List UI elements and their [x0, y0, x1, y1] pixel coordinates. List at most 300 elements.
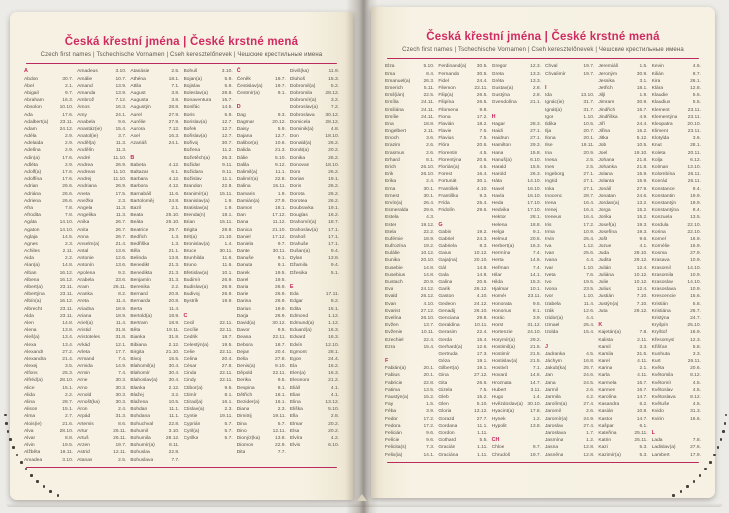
name-row: Dobromír(a) 3.2.: [289, 98, 340, 104]
name-row: Dětřich 18.1.: [236, 392, 286, 398]
name-row: Bořivoj 30.7.: [183, 141, 233, 147]
name-row: Ema 8.4.: [385, 71, 435, 77]
name-column: [77, 68, 126, 463]
name-row: Gál 14.8.: [438, 265, 488, 271]
name-row: Honorata 9.5.: [491, 301, 541, 307]
name-row: Jarolím(a) 27.4.: [544, 402, 595, 408]
name-row: Ariadna 18.9.: [77, 306, 127, 312]
name-row: Don 18.10.: [289, 134, 340, 140]
name-row: Babeta 4.12.: [130, 162, 180, 168]
spacer-row: [598, 315, 647, 322]
name-row: Andrea 26.9.: [77, 162, 127, 168]
name-row: Gvendolína 21.1.: [491, 100, 541, 106]
name-row: Ferdinand(a) 30.5.: [438, 64, 488, 70]
name-row: Alvar 8.8.: [24, 435, 74, 441]
name-row: Ezechiel 22.4.: [385, 337, 435, 343]
name-row: Enoch 3.6.: [385, 136, 435, 142]
name-row: Derika 9.5.: [236, 378, 286, 384]
name-row: Andrej 11.10.: [77, 177, 127, 183]
name-row: Juliána 10.12.: [598, 272, 648, 278]
name-row: Kliment 23.11.: [651, 129, 701, 135]
name-row: Džesika 5.1.: [289, 270, 340, 276]
name-row: Ilse 19.11.: [544, 143, 595, 149]
name-row: Aurora 7.12.: [130, 126, 180, 132]
name-row: Jaromír(a) 24.9.: [544, 416, 595, 422]
letter-header: G: [438, 221, 443, 228]
name-row: Ivona 23.5.: [544, 287, 595, 293]
name-row: Bernarda 20.8.: [130, 299, 180, 305]
name-row: Gita 26.6.: [438, 380, 488, 386]
name-row: Bibiana 2.12.: [130, 342, 180, 348]
page-right-content: [371, 7, 715, 498]
name-row: Ezra 15.4.: [385, 344, 435, 350]
name-row: Elias 4.1.: [289, 392, 340, 398]
name-row: Damián(a) 27.9.: [236, 198, 286, 204]
name-row: Amadeus 3.10.: [77, 69, 127, 75]
name-row: Erazim 2.6.: [385, 143, 435, 149]
name-row: Klaudius 5.5.: [651, 100, 701, 106]
name-row: Dalimil(a) 11.1.: [236, 170, 286, 176]
name-row: Felix(ia) 14.1.: [385, 452, 435, 458]
name-row: Ariel(a) 11.4.: [77, 320, 127, 326]
name-row: Bernard 20.8.: [130, 292, 180, 298]
name-row: Eustach 20.9.: [385, 280, 435, 286]
name-row: Alexej 3.5.: [24, 364, 74, 370]
name-row: Knut 28.1.: [651, 143, 701, 149]
name-row: Darel 19.5.: [236, 277, 286, 283]
name-row: Bohumír(a) 8.11.: [130, 443, 180, 449]
name-row: Dagmar 20.12.: [236, 119, 286, 125]
name-row: Kristián 5.8.: [651, 301, 701, 307]
name-row: Irma 10.9.: [544, 229, 595, 235]
name-row: Agáta 14.10.: [24, 220, 74, 226]
name-row: Boris 5.9.: [183, 112, 233, 118]
name-row: Hagar 28.3.: [491, 121, 541, 127]
name-row: Gerasim 22.4.: [438, 330, 488, 336]
name-row: Kazimír(a) 5.3.: [598, 452, 648, 458]
name-row: Brandon 22.8.: [183, 184, 233, 190]
name-row: Gordon 1.11.: [438, 430, 488, 436]
names-table: [383, 63, 703, 458]
letter-header: K: [598, 322, 603, 329]
name-row: Ladislav(a) 27.6.: [651, 445, 701, 451]
name-row: Ignác(ie) 31.7.: [544, 100, 595, 106]
name-row: Adléta 2.9.: [24, 162, 74, 168]
name-row: Anežka 2.3.: [77, 198, 127, 204]
name-row: Beáta 25.10.: [130, 220, 180, 226]
name-row: Bruce 30.11.: [183, 249, 233, 255]
name-row: Dobromila 28.12.: [289, 90, 340, 96]
letter-header: B: [130, 154, 135, 161]
name-row: Klementýna 23.11.: [651, 114, 701, 120]
name-row: Jindřich 15.7.: [598, 107, 648, 113]
name-row: Izmael 25.4.: [544, 323, 595, 329]
name-row: Eulálie 10.12.: [385, 251, 435, 257]
name-row: Bohumila 28.12.: [130, 435, 180, 441]
letter-header: D: [236, 104, 241, 111]
name-row: Gilbert(a) 19.1.: [438, 366, 488, 372]
name-row: Jiří 24.4.: [598, 121, 648, 127]
name-row: Božislav 11.1.: [183, 177, 233, 183]
name-row: Alvin 19.5.: [24, 443, 74, 449]
name-row: Horymír(a) 29.2.: [491, 337, 541, 343]
name-row: Albert(a) 23.11.: [24, 285, 74, 291]
name-row: Gaja(na) 20.10.: [438, 258, 488, 264]
name-row: Jessika 3.1.: [598, 78, 648, 84]
name-row: Azariáš 24.1.: [130, 141, 180, 147]
name-row: Dante 30.11.: [236, 249, 286, 255]
name-row: Danica 21.10.: [236, 227, 286, 233]
name-row: Cinda 22.11.: [183, 371, 233, 377]
name-row: Gedeon 24.12.: [438, 301, 488, 307]
name-row: Emil(ián) 22.5.: [385, 93, 435, 99]
name-row: Kornel 16.9.: [651, 236, 701, 242]
name-row: Ignát(a) 31.7.: [544, 107, 595, 113]
name-row: Barnabáš 11.6.: [130, 191, 180, 197]
name-row: Bedřich 1.3.: [130, 234, 180, 240]
name-row: Bohuš 3.10.: [183, 69, 233, 75]
name-row: Gina 27.12.: [438, 373, 488, 379]
name-row: Diana 2.3.: [236, 407, 286, 413]
name-row: Emerich 5.11.: [385, 85, 435, 91]
name-row: Aurel 27.9.: [130, 112, 180, 118]
name-row: Konstantýna 8.4.: [651, 208, 701, 214]
name-row: Edmund(a) 1.12.: [289, 320, 340, 326]
name-row: Adelaida 2.9.: [24, 141, 74, 147]
name-row: Ariana 18.9.: [77, 313, 127, 319]
name-row: Ivo 19.5.: [544, 280, 595, 286]
name-row: Armin 7.4.: [77, 371, 127, 377]
name-row: Dimitrij 19.11.: [236, 414, 286, 420]
name-row: Kalista 2.11.: [598, 337, 648, 343]
name-row: Alexa 13.4.: [24, 342, 74, 348]
name-row: Hanuš(a) 6.10.: [491, 157, 541, 163]
name-row: Darja 26.9.: [236, 313, 286, 319]
name-row: Angela 11.3.: [77, 205, 127, 211]
name-row: Gizela 7.5.: [438, 387, 488, 393]
name-row: Jaromil 2.6.: [544, 409, 595, 415]
name-row: Abraham 16.3.: [24, 98, 74, 104]
name-row: Anatol(ie) 3.7.: [77, 134, 127, 140]
name-row: Jorika 15.2.: [598, 215, 648, 221]
name-row: Daria 26.9.: [236, 285, 286, 291]
name-row: Irenej 16.4.: [544, 208, 595, 214]
name-row: Baltazar 6.1.: [130, 170, 180, 176]
stitch-dot: [5, 422, 8, 425]
name-row: Dalimír(a) 22.8.: [236, 177, 286, 183]
name-row: Jetřich 18.1.: [598, 85, 648, 91]
name-row: Edita 15.1.: [289, 306, 340, 312]
name-row: Jiřina 15.2.: [598, 129, 648, 135]
name-row: Jaroslav 27.4.: [544, 423, 595, 429]
name-row: Krasoslav 14.10.: [651, 280, 701, 286]
name-row: Jonáš 27.9.: [598, 186, 648, 192]
name-row: Augusta 3.8.: [130, 98, 180, 104]
name-row: Dálie 5.10.: [236, 155, 286, 161]
name-row: Antal 13.6.: [77, 249, 127, 255]
name-row: César 27.8.: [183, 364, 233, 370]
name-row: Arzen 19.7.: [77, 443, 127, 449]
name-column: [598, 63, 647, 458]
spacer-row: [438, 214, 487, 221]
name-row: Felície 9.6.: [385, 438, 435, 444]
name-row: Dora 26.2.: [289, 170, 340, 176]
name-row: Inesa 2.5.: [544, 157, 595, 163]
name-row: Bronislav(a) 1.4.: [183, 241, 233, 247]
name-row: Dajana 12.7.: [236, 134, 286, 140]
name-row: Eliáš 4.1.: [289, 385, 340, 391]
name-row: Astrid 12.11.: [77, 450, 127, 456]
name-row: Alfréd(a) 28.10.: [24, 378, 74, 384]
name-row: Hortenzie 24.10.: [491, 330, 541, 336]
name-row: Ervín(a) 26.4.: [385, 200, 435, 206]
name-row: Ambrož 7.12.: [77, 98, 127, 104]
name-row: Antonín 13.6.: [77, 263, 127, 269]
name-row: Brunhilda 11.6.: [183, 256, 233, 262]
name-row: Alžběta 19.11.: [24, 450, 74, 456]
name-row: Jorga 15.2.: [598, 208, 648, 214]
name-row: Hedvika 17.10.: [491, 208, 541, 214]
name-row: Kevin 4.6.: [651, 64, 701, 70]
name-row: Dana 11.12.: [236, 220, 286, 226]
name-row: Bohdana 11.1.: [130, 414, 180, 420]
name-row: Dorian 19.1.: [289, 177, 340, 183]
name-row: Krescencie 15.6.: [651, 294, 701, 300]
name-row: Angelika 11.3.: [77, 213, 127, 219]
name-row: Jarmil 2.6.: [544, 387, 595, 393]
names-table: [22, 68, 341, 463]
name-row: Filip(a) 26.5.: [438, 93, 488, 99]
name-row: Ivar 1.10.: [544, 265, 595, 271]
name-row: Edvard 16.3.: [289, 335, 340, 341]
name-row: Drahoslav(a) 17.1.: [289, 227, 340, 233]
name-row: Dobromil(a) 5.2.: [289, 83, 340, 89]
name-row: Budivoj 26.9.: [183, 292, 233, 298]
name-row: Ctislav(a) 2.3.: [183, 407, 233, 413]
name-row: Ábel 2.1.: [24, 83, 74, 89]
name-row: Iva 1.12.: [544, 244, 595, 250]
name-row: Geraldina 10.11.: [438, 323, 488, 329]
name-row: Jolanta 15.9.: [598, 179, 648, 185]
name-row: Izolda 15.4.: [544, 330, 595, 336]
name-row: Engelbert 2.11.: [385, 129, 435, 135]
name-row: Květoslava 8.12.: [651, 395, 701, 401]
name-row: Budislav(a) 26.9.: [183, 285, 233, 291]
name-row: Ella 2.8.: [289, 414, 340, 420]
name-row: Erna 30.1.: [385, 186, 435, 192]
name-row: Bonifác 14.5.: [183, 105, 233, 111]
name-row: Ester 19.12.: [385, 222, 435, 228]
name-row: Erika 2.4.: [385, 179, 435, 185]
name-row: Andělín 11.3.: [77, 148, 127, 154]
name-row: Hyacint(a) 17.8.: [491, 409, 541, 415]
name-row: Igor 1.10.: [544, 114, 595, 120]
page-subtitle: Czech first names | Tschechische Vornamen | Cseh keresztelőnevek | Чешские крестильные имена: [40, 52, 323, 58]
name-row: Ctimír 8.1.: [183, 392, 233, 398]
name-row: Jáchym 16.8.: [544, 359, 595, 365]
name-row: Jolana 15.9.: [598, 172, 648, 178]
name-row: Kvirin 16.6.: [651, 416, 701, 422]
name-row: Bořislav(a) 12.7.: [183, 134, 233, 140]
name-row: Johana 21.8.: [598, 157, 648, 163]
name-row: Helga 9.1.: [491, 229, 541, 235]
name-row: Ivan 25.6.: [544, 251, 595, 257]
name-row: Dušan(a) 9.4.: [289, 249, 340, 255]
name-row: Alice 15.1.: [24, 385, 74, 391]
name-row: Dorotea 26.2.: [289, 198, 340, 204]
name-row: Čestislav(a) 19.7.: [236, 83, 286, 89]
name-row: Julián 12.4.: [598, 265, 648, 271]
name-row: Alda 23.11.: [24, 313, 74, 319]
name-row: Hana 15.8.: [491, 150, 541, 156]
name-row: Čeněk 19.7.: [236, 76, 286, 82]
name-row: Jiljí 1.9.: [598, 93, 648, 99]
name-row: Absolon 10.10.: [24, 105, 74, 111]
name-column: [492, 63, 541, 458]
name-row: Ingrid 27.1.: [544, 179, 595, 185]
name-row: Anděl(a) 11.3.: [77, 141, 127, 147]
name-row: Jan 24.6.: [544, 373, 595, 379]
name-row: Jonatan 24.6.: [598, 193, 648, 199]
name-row: Božidara 9.11.: [183, 170, 233, 176]
name-row: Alban 16.12.: [24, 270, 74, 276]
name-row: Albertýna 23.11.: [24, 292, 74, 298]
spacer-row: [492, 107, 541, 114]
name-row: Bojan(a) 5.9.: [183, 76, 233, 82]
spacer-row: [545, 337, 594, 344]
name-row: Flóra 20.6.: [438, 143, 488, 149]
name-row: Erhard 8.1.: [385, 157, 435, 163]
name-row: Eusebius 14.8.: [385, 272, 435, 278]
name-row: Bojislav 5.9.: [183, 83, 233, 89]
name-row: Gustav(a) 2.8.: [491, 85, 541, 91]
name-row: Artemis 8.6.: [77, 421, 127, 427]
name-row: Jozue 4.1.: [598, 244, 648, 250]
name-row: Karla 4.11.: [598, 373, 648, 379]
name-row: Katrin 25.11.: [598, 438, 648, 444]
page-subtitle: Czech first names | Tschechische Vornamen | Cseh keresztelőnevek | Чешские крестильные имена: [402, 47, 684, 53]
spacer-row: [652, 423, 701, 430]
name-row: Alexandra 21.4.: [24, 356, 74, 362]
name-row: Hvězdoslav(a) 30.10.: [491, 402, 541, 408]
name-row: Arabela 23.6.: [77, 277, 127, 283]
name-row: Kristiána 26.7.: [651, 308, 701, 314]
name-row: Adin(a) 17.6.: [24, 155, 74, 161]
name-row: Božidar 9.11.: [183, 162, 233, 168]
name-row: Davor 9.5.: [236, 328, 286, 334]
name-row: Anika 26.7.: [77, 220, 127, 226]
header-rule: [387, 58, 699, 59]
name-row: Augustýn 28.8.: [130, 105, 180, 111]
name-row: Irena 16.4.: [544, 200, 595, 206]
name-row: Jasmína 1.2.: [544, 438, 595, 444]
name-row: Čestmír(a) 9.1.: [236, 90, 286, 96]
name-row: Féba 3.9.: [385, 409, 435, 415]
name-row: Alva 28.10.: [24, 428, 74, 434]
name-row: Athéna 18.1.: [130, 76, 180, 82]
name-row: Cyril(a) 5.7.: [183, 428, 233, 434]
name-row: Gaius 10.12.: [438, 251, 488, 257]
name-row: Ines 2.5.: [544, 165, 595, 171]
name-row: Fabián(a) 20.1.: [385, 366, 435, 372]
name-row: Arne 30.3.: [77, 378, 127, 384]
name-row: Bohdan 11.1.: [130, 407, 180, 413]
name-row: Adriána 26.6.: [24, 191, 74, 197]
name-row: Daniel 17.12.: [236, 234, 286, 240]
name-row: Ctirad(a) 16.1.: [183, 400, 233, 406]
name-row: Alan(a) 14.8.: [24, 263, 74, 269]
name-row: Edvín 12.10.: [289, 342, 340, 348]
name-row: Blahoslav(a) 30.4.: [130, 378, 180, 384]
name-row: Kurt 26.11.: [651, 359, 701, 365]
name-row: Cyntie 19.11.: [183, 414, 233, 420]
name-row: Chval 19.7.: [544, 64, 595, 70]
name-row: Fridolín 29.6.: [438, 208, 488, 214]
name-row: Erik 26.10.: [385, 172, 435, 178]
name-row: Dejan 20.4.: [236, 349, 286, 355]
name-row: Kvido 31.3.: [651, 409, 701, 415]
name-row: Julius 12.4.: [598, 287, 648, 293]
name-row: Birgita 21.10.: [130, 349, 180, 355]
name-row: Abdon 30.7.: [24, 76, 74, 82]
name-row: Florentin 4.5.: [438, 150, 488, 156]
name-row: Krasomila 10.9.: [651, 272, 701, 278]
name-row: Bivoj 15.5.: [130, 356, 180, 362]
name-row: Běta 19.11.: [130, 328, 180, 334]
name-row: Daniela 9.7.: [236, 241, 286, 247]
name-row: Kolman 13.10.: [651, 165, 701, 171]
name-row: Eliška 5.10.: [289, 407, 340, 413]
name-row: Ela 16.2.: [289, 364, 340, 370]
page-left-content: [10, 12, 353, 500]
name-row: Branislav(a) 1.9.: [183, 198, 233, 204]
name-row: Celina 20.4.: [183, 356, 233, 362]
name-row: Fernando 30.5.: [438, 71, 488, 77]
name-row: Ina 20.9.: [544, 150, 595, 156]
name-row: Belinda 13.8.: [130, 256, 180, 262]
name-row: Iveta 7.6.: [544, 272, 595, 278]
name-row: Jakub(ka) 25.7.: [544, 366, 595, 372]
name-row: Genciana 29.8.: [438, 315, 488, 321]
name-row: Adriena 26.6.: [24, 198, 74, 204]
name-row: Korina 22.10.: [651, 229, 701, 235]
name-row: Hilar 14.1.: [491, 272, 541, 278]
name-row: Izák 12.6.: [544, 308, 595, 314]
name-row: Barbara 4.12.: [130, 177, 180, 183]
name-row: Blažej 3.2.: [130, 392, 180, 398]
name-row: Eufémie 18.9.: [385, 236, 435, 242]
name-row: Damaris 1.9.: [236, 191, 286, 197]
name-row: Florentýna 20.6.: [438, 157, 488, 163]
name-row: Abigail 9.7.: [24, 90, 74, 96]
name-row: Deana 22.11.: [236, 335, 286, 341]
name-row: Gregor 12.3.: [491, 64, 541, 70]
name-row: Jasna 12.8.: [544, 445, 595, 451]
name-row: Evženie 10.11.: [385, 330, 435, 336]
name-row: Donát(a) 20.2.: [289, 148, 340, 154]
name-row: Jana 24.5.: [544, 380, 595, 386]
spacer-row: [385, 351, 434, 358]
page-title: Česká křestní jména | České krstné mená: [426, 31, 660, 43]
name-row: Celestýn(a) 19.5.: [183, 342, 233, 348]
name-row: Hroznata 14.7.: [491, 380, 541, 386]
name-row: Afra 7.8.: [24, 205, 74, 211]
name-row: Evald 26.12.: [385, 294, 435, 300]
name-row: Kasandra 6.2.: [598, 402, 648, 408]
spacer-row: [545, 78, 594, 85]
name-row: Kajetán(a) 7.8.: [598, 330, 648, 336]
name-row: Cecil 22.11.: [183, 320, 233, 326]
